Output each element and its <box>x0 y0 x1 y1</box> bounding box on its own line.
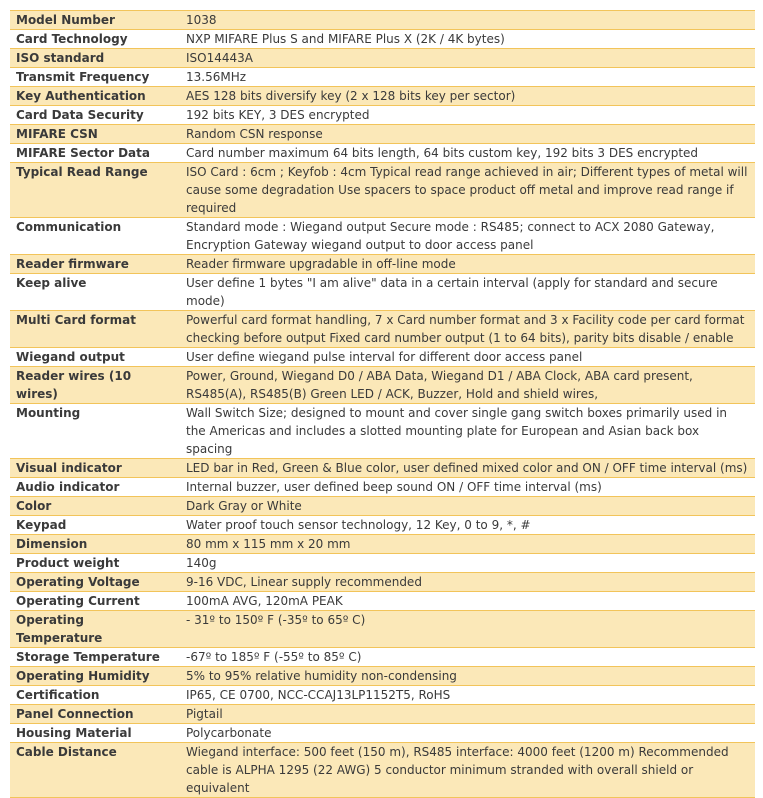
spec-label: Reader wires (10 wires) <box>10 367 180 404</box>
spec-row <box>10 478 755 497</box>
spec-label: Model Number <box>10 11 180 30</box>
spec-row <box>10 592 755 611</box>
spec-row <box>10 30 755 49</box>
spec-label: Product weight <box>10 554 180 573</box>
spec-label: Key Authentication <box>10 87 180 106</box>
spec-row <box>10 743 755 798</box>
spec-value: ISO14443A <box>180 49 755 68</box>
spec-value: AES 128 bits diversify key (2 x 128 bits key per sector) <box>180 87 755 106</box>
spec-value: 1038 <box>180 11 755 30</box>
spec-value: Dark Gray or White <box>180 497 755 516</box>
spec-value: Standard mode : Wiegand output Secure mode : RS485; connect to ACX 2080 Gateway, Encryption Gateway wiegand output to door access panel <box>180 218 755 255</box>
spec-value: Internal buzzer, user defined beep sound ON / OFF time interval (ms) <box>180 478 755 497</box>
spec-label: Keypad <box>10 516 180 535</box>
spec-value: 9-16 VDC, Linear supply recommended <box>180 573 755 592</box>
spec-value: Pigtail <box>180 705 755 724</box>
spec-label: Cable Distance <box>10 743 180 798</box>
spec-row <box>10 163 755 218</box>
spec-label: Certification <box>10 686 180 705</box>
spec-label: Keep alive <box>10 274 180 311</box>
spec-row <box>10 705 755 724</box>
specification-table <box>10 10 755 798</box>
spec-label: Operating Humidity <box>10 667 180 686</box>
spec-value: 80 mm x 115 mm x 20 mm <box>180 535 755 554</box>
spec-label: Operating Voltage <box>10 573 180 592</box>
spec-label: Panel Connection <box>10 705 180 724</box>
spec-label: MIFARE Sector Data <box>10 144 180 163</box>
spec-value: NXP MIFARE Plus S and MIFARE Plus X (2K / 4K bytes) <box>180 30 755 49</box>
spec-row <box>10 68 755 87</box>
spec-row <box>10 218 755 255</box>
spec-label: Mounting <box>10 404 180 459</box>
spec-value: Wall Switch Size; designed to mount and cover single gang switch boxes primarily used in the Americas and includes a slotted mounting plate for European and Asian back box spacing <box>180 404 755 459</box>
spec-label: Communication <box>10 218 180 255</box>
spec-value: User define wiegand pulse interval for different door access panel <box>180 348 755 367</box>
spec-label: ISO standard <box>10 49 180 68</box>
spec-value: Reader firmware upgradable in off-line mode <box>180 255 755 274</box>
spec-label: Wiegand output <box>10 348 180 367</box>
spec-value: Power, Ground, Wiegand D0 / ABA Data, Wiegand D1 / ABA Clock, ABA card present, RS485(A), RS485(B) Green LED / ACK, Buzzer, Hold and shield wires, <box>180 367 755 404</box>
specification-table-body <box>10 11 755 798</box>
spec-row <box>10 459 755 478</box>
spec-row <box>10 497 755 516</box>
spec-value: Powerful card format handling, 7 x Card number format and 3 x Facility code per card format checking before output Fixed card number output (1 to 64 bits), parity bits disable / enable <box>180 311 755 348</box>
spec-value: 192 bits KEY, 3 DES encrypted <box>180 106 755 125</box>
spec-label: Operating Current <box>10 592 180 611</box>
spec-value: User define 1 bytes "I am alive" data in a certain interval (apply for standard and secure mode) <box>180 274 755 311</box>
spec-value: Water proof touch sensor technology, 12 Key, 0 to 9, *, # <box>180 516 755 535</box>
spec-row <box>10 87 755 106</box>
spec-row <box>10 611 755 648</box>
spec-row <box>10 516 755 535</box>
spec-label: Audio indicator <box>10 478 180 497</box>
spec-label: Housing Material <box>10 724 180 743</box>
spec-row <box>10 648 755 667</box>
spec-value: 5% to 95% relative humidity non-condensing <box>180 667 755 686</box>
spec-row <box>10 106 755 125</box>
spec-row <box>10 686 755 705</box>
spec-row <box>10 49 755 68</box>
spec-value: IP65, CE 0700, NCC-CCAJ13LP1152T5, RoHS <box>180 686 755 705</box>
spec-row <box>10 667 755 686</box>
spec-label: MIFARE CSN <box>10 125 180 144</box>
spec-label: Operating Temperature <box>10 611 180 648</box>
spec-value: 13.56MHz <box>180 68 755 87</box>
spec-value: -67º to 185º F (-55º to 85º C) <box>180 648 755 667</box>
spec-row <box>10 255 755 274</box>
spec-value: - 31º to 150º F (-35º to 65º C) <box>180 611 755 648</box>
spec-label: Card Technology <box>10 30 180 49</box>
spec-label: Color <box>10 497 180 516</box>
spec-label: Card Data Security <box>10 106 180 125</box>
spec-value: Polycarbonate <box>180 724 755 743</box>
spec-value: Card number maximum 64 bits length, 64 bits custom key, 192 bits 3 DES encrypted <box>180 144 755 163</box>
spec-label: Dimension <box>10 535 180 554</box>
spec-value: Random CSN response <box>180 125 755 144</box>
spec-row <box>10 348 755 367</box>
spec-row <box>10 125 755 144</box>
spec-row <box>10 367 755 404</box>
spec-label: Typical Read Range <box>10 163 180 218</box>
spec-row <box>10 274 755 311</box>
spec-label: Transmit Frequency <box>10 68 180 87</box>
spec-row <box>10 144 755 163</box>
spec-row <box>10 311 755 348</box>
spec-row <box>10 573 755 592</box>
spec-row <box>10 554 755 573</box>
spec-label: Multi Card format <box>10 311 180 348</box>
spec-value: LED bar in Red, Green & Blue color, user defined mixed color and ON / OFF time interval (ms) <box>180 459 755 478</box>
spec-label: Visual indicator <box>10 459 180 478</box>
spec-label: Storage Temperature <box>10 648 180 667</box>
spec-row <box>10 535 755 554</box>
spec-row <box>10 404 755 459</box>
spec-row <box>10 724 755 743</box>
spec-label: Reader firmware <box>10 255 180 274</box>
spec-value: 100mA AVG, 120mA PEAK <box>180 592 755 611</box>
spec-value: ISO Card : 6cm ; Keyfob : 4cm Typical read range achieved in air; Different types of metal will cause some degradation Use spacers to space product off metal and improve read range if required <box>180 163 755 218</box>
spec-row <box>10 11 755 30</box>
spec-value: Wiegand interface: 500 feet (150 m), RS485 interface: 4000 feet (1200 m) Recommended cable is ALPHA 1295 (22 AWG) 5 conductor minimum stranded with overall shield or equivalent <box>180 743 755 798</box>
spec-value: 140g <box>180 554 755 573</box>
